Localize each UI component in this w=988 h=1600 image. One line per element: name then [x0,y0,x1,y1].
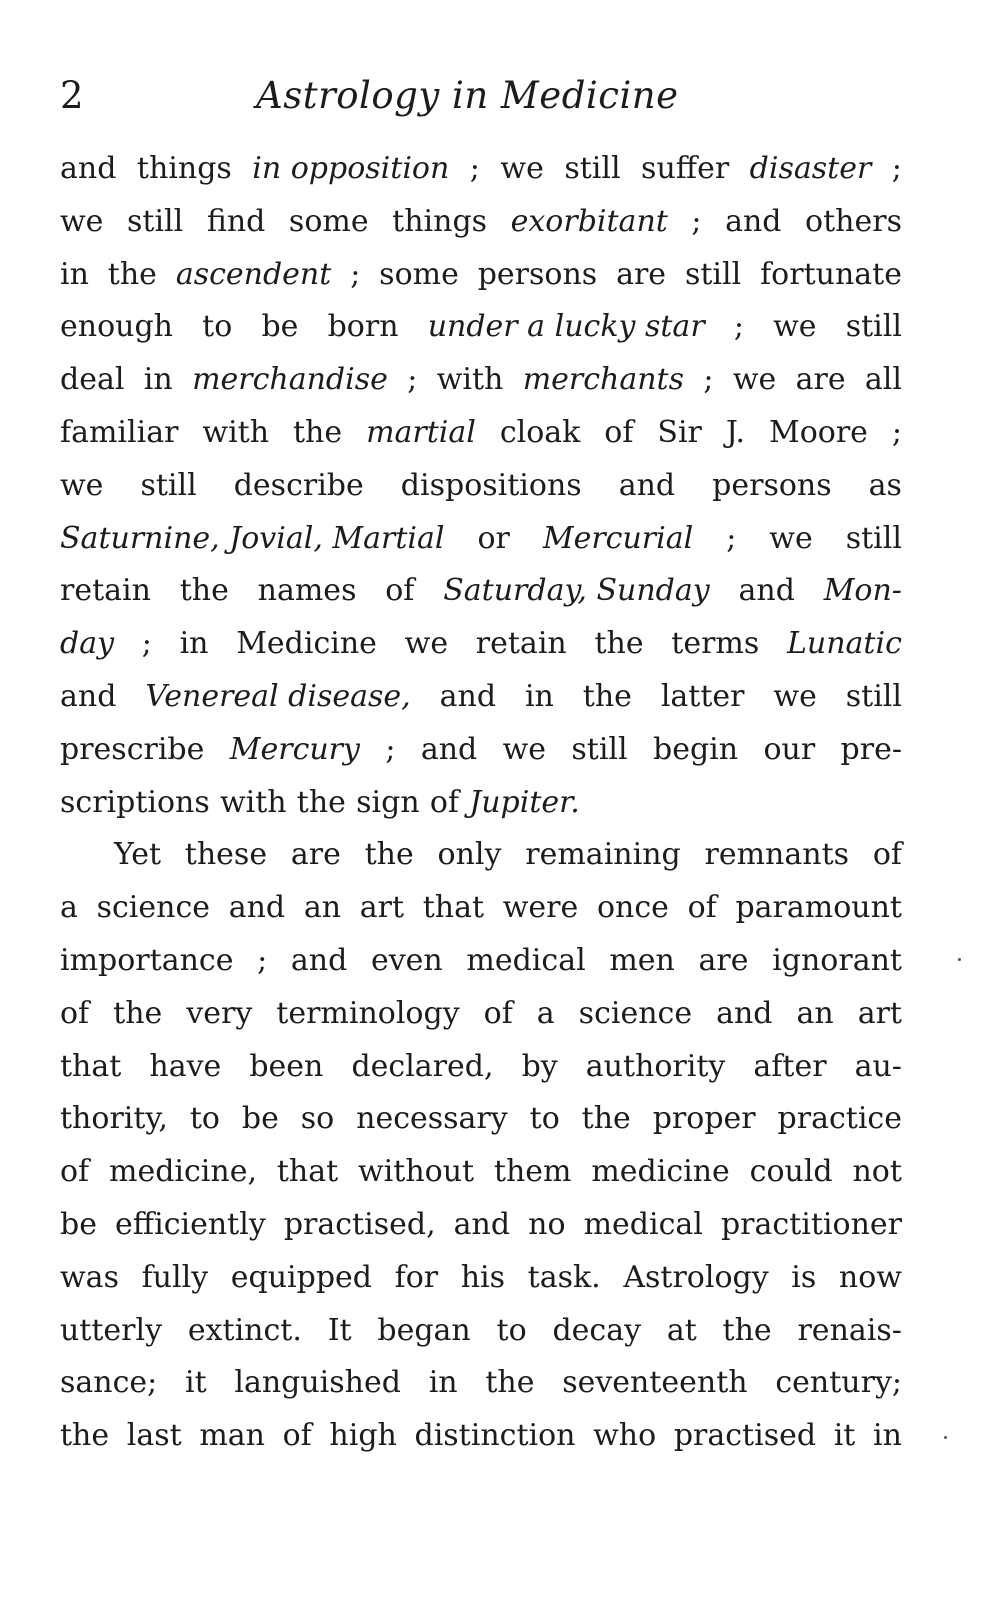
word: is [791,1259,817,1295]
word: art [359,890,405,926]
text-line [60,1093,902,1146]
word: fortunate [760,256,902,292]
word: we [60,467,104,503]
word: and [716,995,773,1031]
word: born [327,309,399,345]
text-line [60,1146,902,1199]
word: dispositions [400,467,582,503]
word: science [578,995,693,1031]
word: of [604,414,634,450]
word: our [763,731,816,767]
word: familiar [60,414,179,450]
word: to [189,1101,220,1137]
word: we [500,151,544,186]
word: are [290,837,341,873]
word: as [868,467,902,503]
word: men [609,942,675,978]
word: deal [60,362,125,398]
word: and [453,1206,511,1242]
word: the [113,995,163,1031]
text-line [60,1041,902,1094]
word: some [379,256,459,292]
word: some [288,203,369,239]
text-line [60,513,902,566]
word: ; [891,414,902,450]
word: languished [234,1365,401,1401]
word: could [749,1154,833,1190]
word: still [140,467,197,503]
word: still [845,520,902,556]
word: are [795,362,846,398]
word: practice [777,1101,902,1137]
word: utterly [60,1312,163,1348]
word: decay [552,1312,642,1348]
word: now [838,1259,902,1295]
word: necessary [356,1101,508,1137]
text-line [60,565,902,618]
word: who [593,1418,657,1454]
word: it [184,1365,207,1401]
word: the [60,1418,110,1454]
paragraph [60,143,902,829]
italic-term: disaster [749,151,872,186]
word: importance [60,942,234,978]
italic-term: martial [366,414,476,450]
word: and [420,731,478,767]
word: efficiently [115,1206,266,1242]
word: that [276,1154,339,1190]
word: describe [233,467,364,503]
word: the [107,256,157,292]
italic-term: Lunatic [786,626,902,662]
word: still [127,203,184,239]
word: the [364,837,414,873]
word: have [149,1048,222,1084]
word: the [722,1312,772,1348]
word: are [616,256,667,292]
word: so [300,1101,335,1137]
word: only [437,837,502,873]
text-line [60,196,902,249]
italic-term: ascendent [175,256,332,292]
word: ; [141,626,152,662]
text-line [60,354,902,407]
word: enough [60,309,173,345]
word: with [219,784,287,820]
word: ; [469,151,480,186]
word: the [485,1365,535,1401]
word: an [796,995,834,1031]
word: it [833,1418,856,1454]
italic-term: Saturday, Sunday [443,573,710,609]
word: medicine, [109,1154,258,1190]
text-line [60,407,902,460]
word: a [536,995,555,1031]
word: prescribe [60,731,205,767]
word: we [404,626,449,662]
word: cloak [499,414,581,450]
word: renais- [797,1312,902,1348]
italic-term: Saturnine, Jovial, Martial [60,520,445,556]
word: things [136,151,232,186]
word: we [502,731,547,767]
word: seventeenth [562,1365,748,1401]
word: an [303,890,342,926]
word: we [773,678,817,714]
word: for [394,1259,439,1295]
word: and [439,678,497,714]
scan-speck [944,1436,947,1439]
word: J. [725,414,746,450]
word: of [483,995,513,1031]
word: after [753,1048,827,1084]
word: that [422,890,485,926]
italic-term: exorbitant [510,203,668,239]
word: still [684,256,742,292]
text-line [60,671,902,724]
word: a [60,890,78,926]
word: in [524,678,554,714]
word: thority, [60,1101,168,1137]
word: names [257,573,357,609]
word: practised [673,1418,817,1454]
paragraph [60,829,902,1463]
word: Astrology [623,1259,769,1295]
word: persons [712,467,832,503]
word: equipped [230,1259,372,1295]
word: century; [775,1365,902,1401]
text-line [60,1357,902,1410]
page-number: 2 [60,74,84,117]
word: to [496,1312,527,1348]
word: without [358,1154,475,1190]
word: with [202,414,270,450]
word: remaining [525,837,681,873]
word: and [290,942,348,978]
word: been [249,1048,324,1084]
body-text [60,143,902,1463]
word: high [329,1418,397,1454]
word: was [60,1259,119,1295]
word: of [60,995,90,1031]
word: in [872,1418,902,1454]
word: of [385,573,415,609]
word: scriptions [60,784,210,820]
word: the [292,414,343,450]
word: the [594,626,644,662]
word: ; [891,151,902,186]
text-line [60,1252,902,1305]
word: Medicine [236,626,377,662]
word: the [581,1101,631,1137]
word: still [845,309,902,345]
word: still [564,151,621,186]
italic-term: Mercury [229,731,360,767]
word: ; [733,309,744,345]
word: Sir [657,414,702,450]
word: suffer [641,151,730,186]
word: we [773,309,817,345]
word: even [370,942,443,978]
word: these [184,837,268,873]
word: and [60,151,117,186]
word: of [60,1154,90,1190]
word: be [60,1206,97,1242]
word: others [805,203,902,239]
word: last [126,1418,182,1454]
word: ignorant [772,942,902,978]
text-line [60,777,902,830]
word: and [60,678,117,714]
text-line [60,935,902,988]
text-line [60,829,902,882]
word: the [582,678,632,714]
word: or [477,520,510,556]
word: them [493,1154,572,1190]
word: man [199,1418,265,1454]
word: terminology [276,995,460,1031]
word: medical [583,1206,703,1242]
text-line [60,1199,902,1252]
italic-term: Mon- [823,573,902,609]
word: and [618,467,676,503]
word: all [864,362,902,398]
word: Moore [769,414,868,450]
word: sign [356,784,420,820]
word: no [528,1206,566,1242]
word: of [429,784,459,820]
word: the [296,784,346,820]
word: still [845,678,902,714]
word: Yet [114,837,162,873]
word: in [60,256,89,292]
italic-term: Venereal disease, [145,678,411,714]
word: ; [407,362,418,398]
word: and [725,203,782,239]
word: began [377,1312,471,1348]
text-line [60,618,902,671]
running-head [60,70,902,122]
word: retain [60,573,151,609]
word: find [206,203,266,239]
word: pre- [840,731,902,767]
word: distinction [414,1418,576,1454]
text-line [60,882,902,935]
word: are [698,942,749,978]
italic-term: Mercurial [542,520,694,556]
word: in [143,362,173,398]
word: were [502,890,579,926]
word: latter [660,678,745,714]
word: practised, [283,1206,436,1242]
word: that [60,1048,122,1084]
word: of [687,890,717,926]
word: proper [652,1101,756,1137]
word: we [60,203,104,239]
word: persons [477,256,598,292]
word: in [428,1365,458,1401]
word: the [179,573,229,609]
text-line [60,460,902,513]
word: task. [527,1259,601,1295]
word: au- [854,1048,902,1084]
word: and [738,573,795,609]
word: It [327,1312,352,1348]
word: to [202,309,233,345]
word: and [228,890,286,926]
word: we [732,362,777,398]
word: extinct. [187,1312,302,1348]
text-line [60,301,902,354]
word: with [436,362,504,398]
word: remnants [704,837,850,873]
word: ; [350,256,361,292]
word: practitioner [720,1206,902,1242]
word: medicine [591,1154,730,1190]
word: fully [141,1259,209,1295]
word: ; [385,731,396,767]
word: authority [585,1048,726,1084]
word: very [186,995,253,1031]
word: ; [703,362,714,398]
word: be [261,309,299,345]
text-line [60,1305,902,1358]
word: ; [726,520,737,556]
word: of [872,837,902,873]
word: ; [691,203,702,239]
scan-speck [958,958,961,961]
word: begin [653,731,739,767]
text-line [60,988,902,1041]
text-line [60,143,902,196]
word: still [571,731,628,767]
word: once [596,890,669,926]
italic-term: day [60,626,115,662]
word: by [521,1048,558,1084]
italic-term: Jupiter. [469,784,580,820]
text-line [60,1410,902,1463]
word: medical [466,942,586,978]
word: not [852,1154,902,1190]
word: declared, [351,1048,494,1084]
italic-term: merchandise [192,362,388,398]
word: art [857,995,902,1031]
word: ; [257,942,268,978]
word: sance; [60,1365,158,1401]
italic-term: in opposition [252,151,450,186]
text-line [60,724,902,777]
word: terms [671,626,760,662]
word: things [392,203,488,239]
word: science [96,890,211,926]
word: of [282,1418,312,1454]
italic-term: under a lucky star [427,309,705,345]
italic-term: merchants [522,362,685,398]
word: at [666,1312,697,1348]
word: we [769,520,813,556]
word: retain [475,626,567,662]
word: his [460,1259,506,1295]
text-line [60,249,902,302]
word: to [529,1101,560,1137]
running-title: Astrology in Medicine [256,74,679,117]
word: in [179,626,209,662]
word: paramount [735,890,902,926]
word: be [241,1101,279,1137]
